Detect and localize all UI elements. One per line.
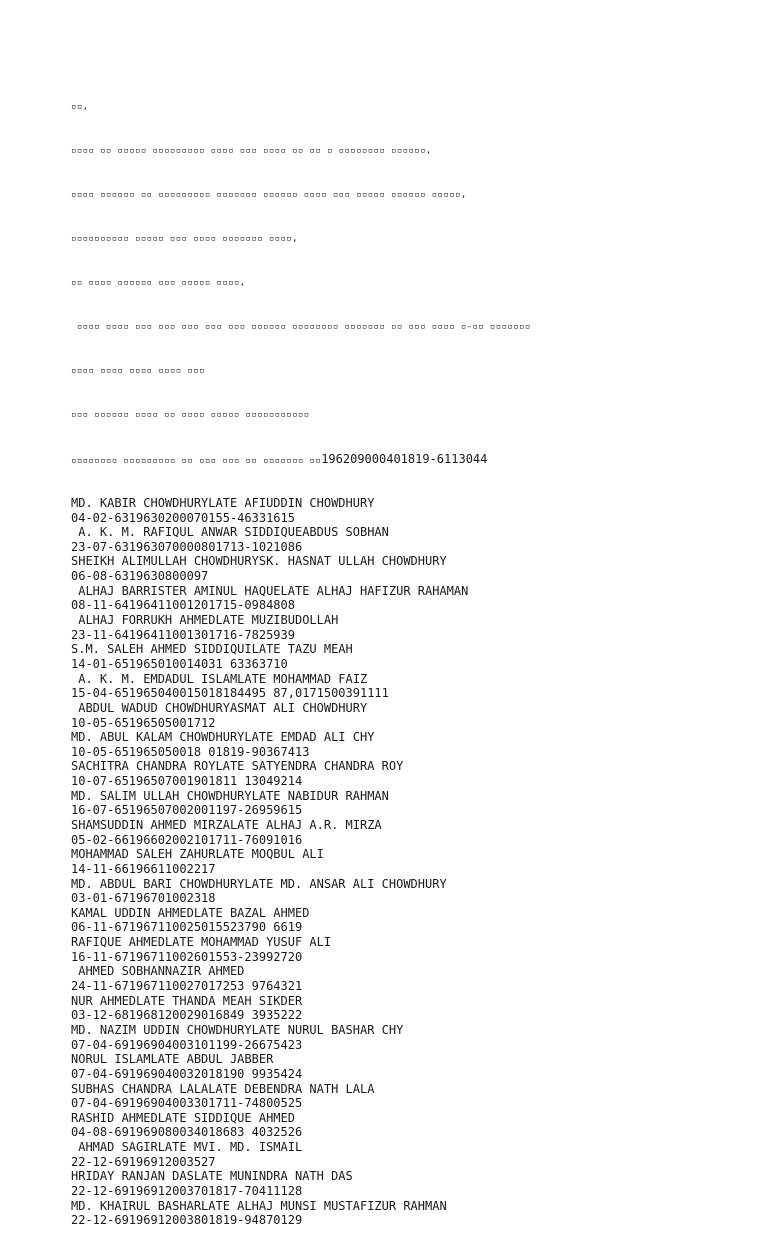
record-name-line: RAFIQUE AHMEDLATE MOHAMMAD YUSUF ALI <box>71 935 332 950</box>
record-detail-line: 07-04-69196904003101199-26675423 <box>71 1037 303 1052</box>
header-last-prefix: ▫▫▫▫▫▫▫▫ ▫▫▫▫▫▫▫▫▫ ▫▫ ▫▫▫ ▫▫▫ ▫▫ ▫▫▫▫▫▫▫ ▫▫ <box>71 455 322 466</box>
header-line: ▫▫▫▫ ▫▫▫▫▫▫ ▫▫ ▫▫▫▫▫▫▫▫▫ ▫▫▫▫▫▫▫ ▫▫▫▫▫▫ ▫▫▫▫ ▫▫▫ ▫▫▫▫▫ ▫▫▫▫▫▫ ▫▫▫▫▫, <box>71 190 467 201</box>
record-detail-line: 14-01-651965010014031 63363710 <box>71 656 288 671</box>
record-name-line: MD. SALIM ULLAH CHOWDHURYLATE NABIDUR RAHMAN <box>71 788 389 803</box>
record-name-line: MD. ABUL KALAM CHOWDHURYLATE EMDAD ALI CHY <box>71 730 375 745</box>
record-name-line: MD. ABDUL BARI CHOWDHURYLATE MD. ANSAR ALI CHOWDHURY <box>71 876 447 891</box>
header-line: ▫▫ ▫▫▫▫ ▫▫▫▫▫▫ ▫▫▫ ▫▫▫▫▫ ▫▫▫▫, <box>71 278 246 289</box>
record-detail-line: 08-11-64196411001201715-0984808 <box>71 598 295 613</box>
record-detail-line: 04-08-691969080034018683 4032526 <box>71 1125 303 1140</box>
record-detail-line: 04-02-6319630200070155-46331615 <box>71 510 295 525</box>
record-name-line: NORUL ISLAMLATE ABDUL JABBER <box>71 1052 274 1067</box>
record-detail-line: 10-07-65196507001901811 13049214 <box>71 774 303 789</box>
record-name-line: AHMAD SAGIRLATE MVI. MD. ISMAIL <box>71 1140 303 1155</box>
record-detail-line: 23-11-64196411001301716-7825939 <box>71 627 295 642</box>
record-detail-line: 07-04-69196904003301711-74800525 <box>71 1096 303 1111</box>
record-detail-line: 03-01-67196701002318 <box>71 891 216 906</box>
header-last-number: 196209000401819-6113044 <box>321 451 488 466</box>
record-detail-line: 22-12-69196912003527 <box>71 1154 216 1169</box>
record-detail-line: 06-08-6319630800097 <box>71 569 209 584</box>
record-detail-line: 22-12-69196912003701817-70411128 <box>71 1184 303 1198</box>
record-detail-line: 15-04-651965040015018184495 87,0171500391111 <box>71 686 389 701</box>
record-name-line: AHMED SOBHANNAZIR AHMED <box>71 964 245 979</box>
record-detail-line: 14-11-66196611002217 <box>71 861 216 876</box>
record-detail-line: 06-11-671967110025015523790 6619 <box>71 920 303 935</box>
record-detail-line: 24-11-671967110027017253 9764321 <box>71 979 303 994</box>
record-list <box>71 496 731 1228</box>
record-detail-line: 16-11-67196711002601553-23992720 <box>71 949 303 964</box>
record-name-line: RASHID AHMEDLATE SIDDIQUE AHMED <box>71 1110 295 1125</box>
record-name-line: SUBHAS CHANDRA LALALATE DEBENDRA NATH LALA <box>71 1081 375 1096</box>
record-name-line: SACHITRA CHANDRA ROYLATE SATYENDRA CHANDRA ROY <box>71 759 404 774</box>
record-detail-line: 23-07-631963070000801713-1021086 <box>71 539 303 554</box>
header-line: ▫▫▫ ▫▫▫▫▫▫ ▫▫▫▫ ▫▫ ▫▫▫▫ ▫▫▫▫▫ ▫▫▫▫▫▫▫▫▫▫▫ <box>71 409 310 420</box>
record-name-line: MD. KABIR CHOWDHURYLATE AFIUDDIN CHOWDHURY <box>71 495 375 510</box>
record-name-line: S.M. SALEH AHMED SIDDIQUILATE TAZU MEAH <box>71 642 353 657</box>
record-name-line: ALHAJ BARRISTER AMINUL HAQUELATE ALHAJ HAFIZUR RAHAMAN <box>71 583 469 598</box>
record-name-line: MD. KHAIRUL BASHARLATE ALHAJ MUNSI MUSTAFIZUR RAHMAN <box>71 1198 447 1213</box>
record-name-line: MOHAMMAD SALEH ZAHURLATE MOQBUL ALI <box>71 847 324 862</box>
record-name-line: MD. NAZIM UDDIN CHOWDHURYLATE NURUL BASHAR CHY <box>71 1022 404 1037</box>
record-detail-line: 03-12-681968120029016849 3935222 <box>71 1008 303 1023</box>
record-detail-line: 05-02-66196602002101711-76091016 <box>71 832 303 847</box>
record-detail-line: 16-07-65196507002001197-26959615 <box>71 803 303 818</box>
record-detail-line: 07-04-691969040032018190 9935424 <box>71 1066 303 1081</box>
record-name-line: SHEIKH ALIMULLAH CHOWDHURYSK. HASNAT ULLAH CHOWDHURY <box>71 554 447 569</box>
record-detail-line: 10-05-65196505001712 <box>71 715 216 730</box>
record-name-line: ABDUL WADUD CHOWDHURYASMAT ALI CHOWDHURY <box>71 700 368 715</box>
header-line: ▫▫▫▫ ▫▫▫▫ ▫▫▫ ▫▫▫ ▫▫▫ ▫▫▫ ▫▫▫ ▫▫▫▫▫▫ ▫▫▫▫▫▫▫▫ ▫▫▫▫▫▫▫ ▫▫ ▫▫▫ ▫▫▫▫ ▫-▫▫ ▫▫▫▫▫▫▫ <box>71 322 531 333</box>
record-name-line: HRIDAY RANJAN DASLATE MUNINDRA NATH DAS <box>71 1169 353 1184</box>
record-detail-line: 22-12-69196912003801819-94870129 <box>71 1213 303 1228</box>
header-line: ▫▫▫▫▫▫▫▫▫▫ ▫▫▫▫▫ ▫▫▫ ▫▫▫▫ ▫▫▫▫▫▫▫ ▫▫▫▫, <box>71 234 298 245</box>
record-name-line: A. K. M. RAFIQUL ANWAR SIDDIQUEABDUS SOBHAN <box>71 525 389 540</box>
record-name-line: ALHAJ FORRUKH AHMEDLATE MUZIBUDOLLAH <box>71 613 339 628</box>
record-name-line: A. K. M. EMDADUL ISLAMLATE MOHAMMAD FAIZ <box>71 671 368 686</box>
record-name-line: SHAMSUDDIN AHMED MIRZALATE ALHAJ A.R. MIRZA <box>71 817 382 832</box>
record-detail-line: 10-05-651965050018 01819-90367413 <box>71 744 310 759</box>
record-name-line: NUR AHMEDLATE THANDA MEAH SIKDER <box>71 993 303 1008</box>
header-line-last <box>71 452 731 467</box>
header-line: ▫▫▫▫ ▫▫▫▫ ▫▫▫▫ ▫▫▫▫ ▫▫▫ <box>71 366 205 377</box>
header-line: ▫▫▫▫ ▫▫ ▫▫▫▫▫ ▫▫▫▫▫▫▫▫▫ ▫▫▫▫ ▫▫▫ ▫▫▫▫ ▫▫ ▫▫ ▫ ▫▫▫▫▫▫▫▫ ▫▫▫▫▫▫, <box>71 146 432 157</box>
record-name-line: KAMAL UDDIN AHMEDLATE BAZAL AHMED <box>71 905 310 920</box>
header-line: ▫▫, <box>71 102 89 113</box>
document-body <box>71 71 731 1243</box>
